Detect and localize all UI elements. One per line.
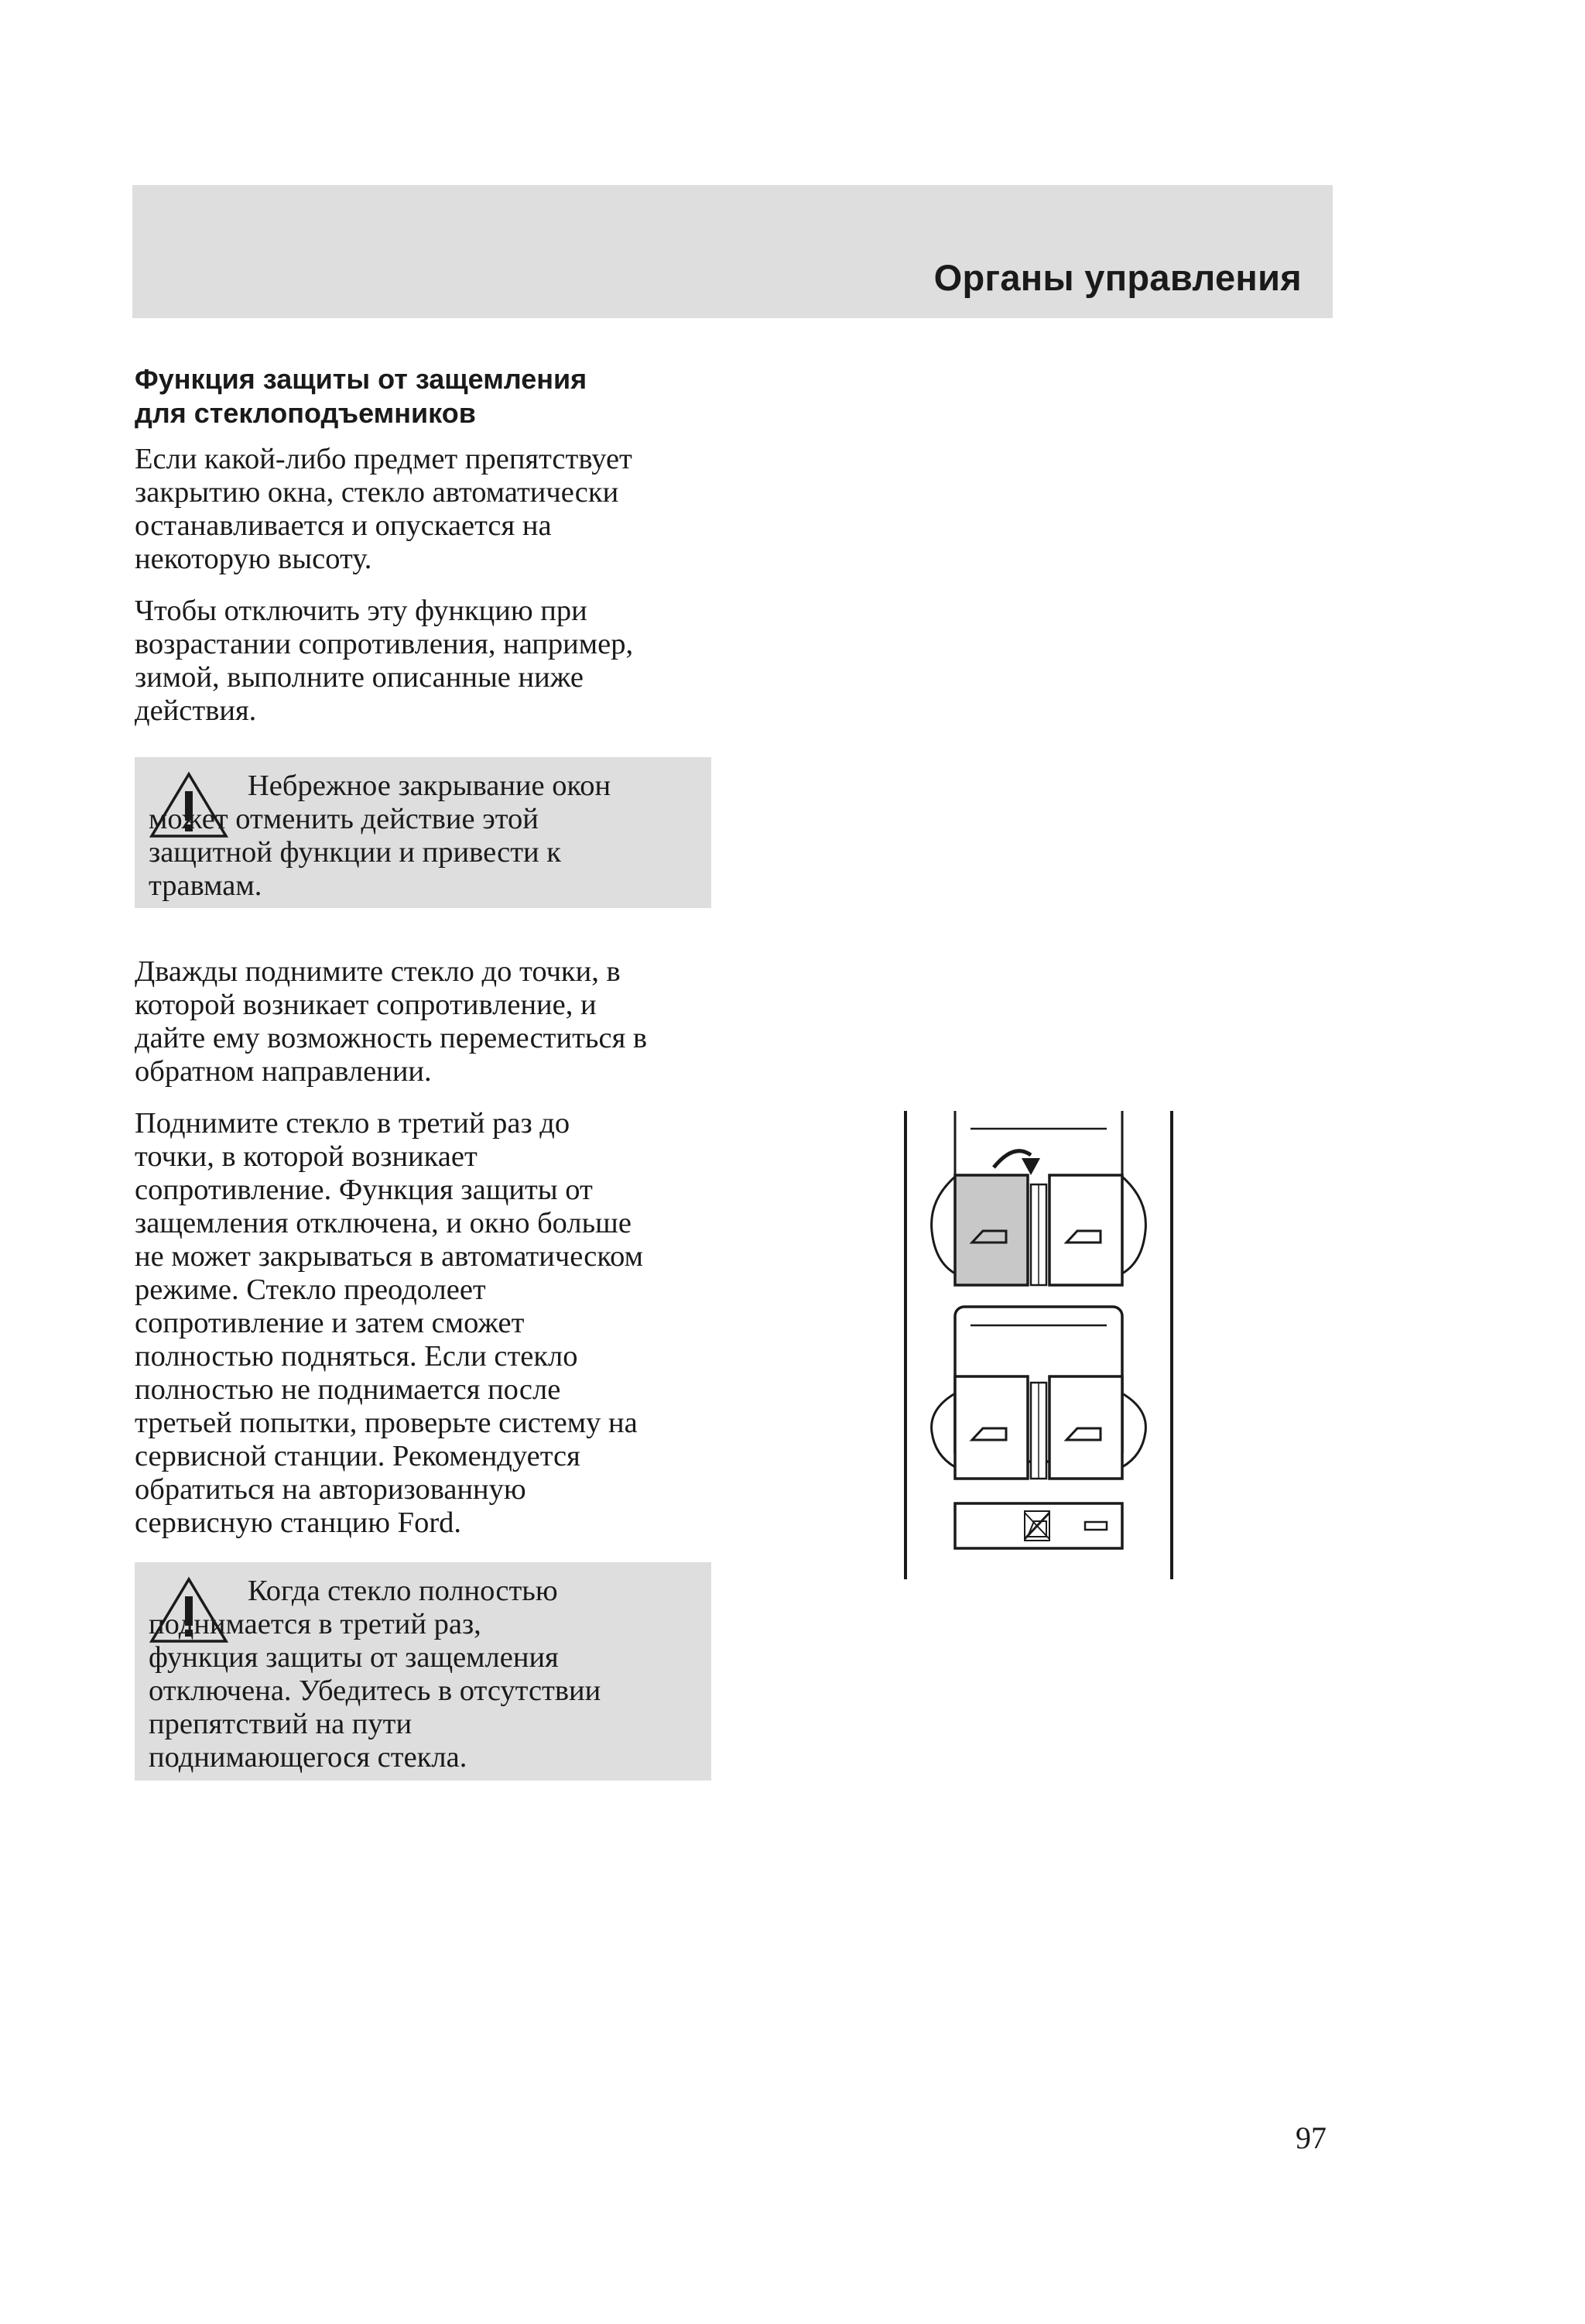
page-number: 97 — [1296, 2120, 1327, 2155]
page-title: Органы управления — [933, 257, 1302, 298]
warning-box-1 — [135, 757, 711, 908]
header-band — [132, 185, 1333, 318]
paragraph-step-twice: Дважды поднимите стекло до точки, в которой возникает сопротивление, и дайте ему возможность переместиться в обратном направлении. — [135, 955, 648, 1088]
window-switch-panel-illustration — [898, 1107, 1176, 1587]
paragraph-intro: Если какой-либо предмет препятствует закрытию окна, стекло автоматически останавливается и опускается на некоторую высоту. — [135, 443, 632, 575]
warning-box-2 — [135, 1562, 711, 1781]
paragraph-disable-instructions: Чтобы отключить эту функцию при возрастании сопротивления, например, зимой, выполните описанные ниже действия. — [135, 595, 634, 727]
section-heading: Функция защиты от защемления для стеклоподъемников — [135, 363, 587, 429]
warning-text-1: Небрежное закрывание окон может отменить действие этой защитной функции и привести к травмам. — [149, 770, 611, 902]
paragraph-step-third: Поднимите стекло в третий раз до точки, в которой возникает сопротивление. Функция защиты от защемления отключена, и окно больше не может закрываться в автоматическом режиме. Стекло преодолеет сопротивление и затем сможет полностью подняться. Если стекло полностью не поднимается после третьей попытки, проверьте систему на сервисной станции. Рекомендуется обратиться на авторизованную сервисную станцию Ford. — [135, 1107, 643, 1539]
warning-text-2: Когда стекло полностью поднимается в третий раз, функция защиты от защемления отключена. Убедитесь в отсутствии препятствий на пути поднимающегося стекла. — [149, 1575, 601, 1774]
